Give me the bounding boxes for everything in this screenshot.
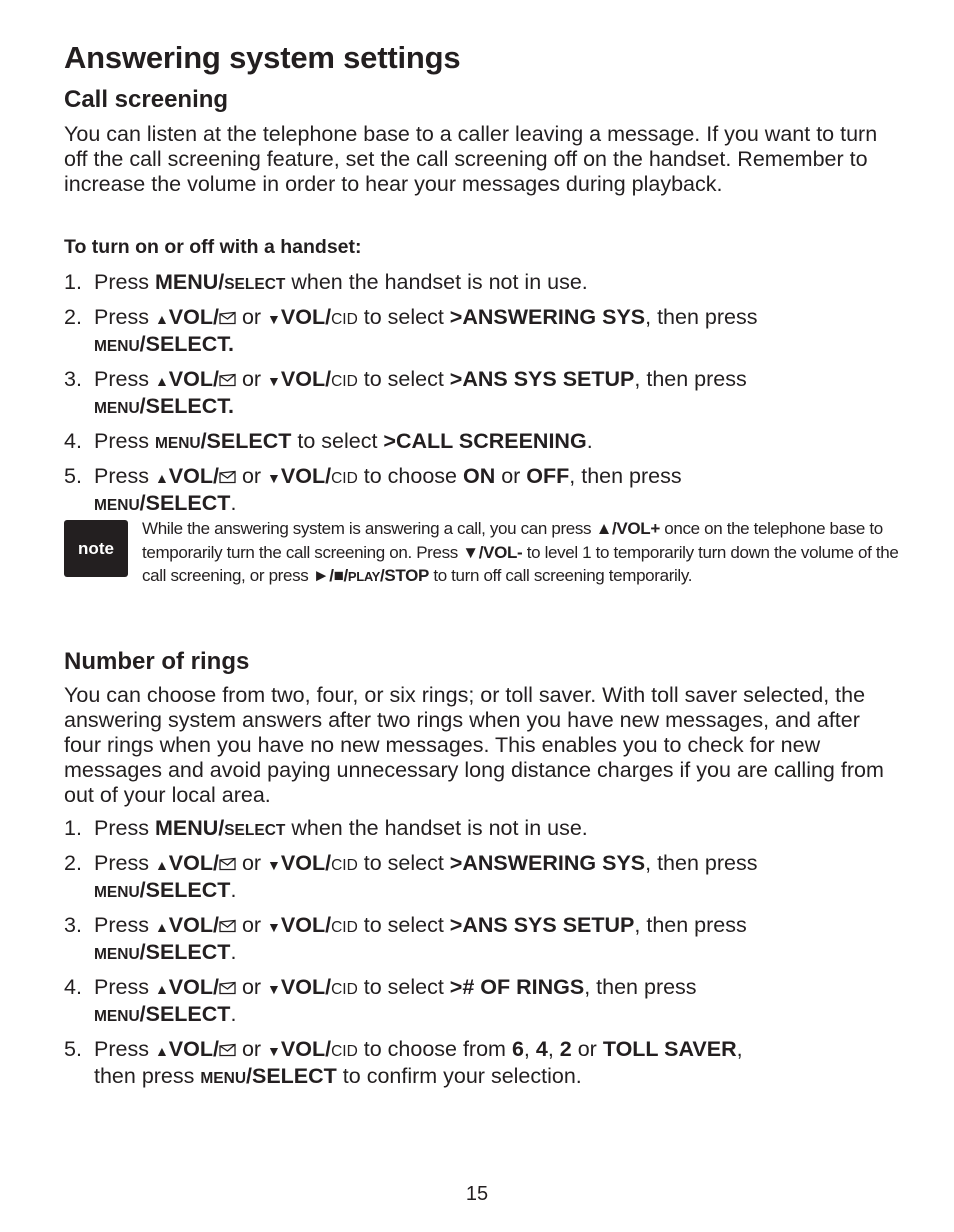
note-label: note <box>64 520 128 577</box>
list-item: 2. Press ▲VOL/ or ▼VOL/CID to select >ANSWERING SYS, then press MENU/SELECT. <box>64 851 758 902</box>
handset-subheading: To turn on or off with a handset: <box>64 236 362 258</box>
call-screening-intro: You can listen at the telephone base to a caller leaving a message. If you want to turn off the call screening feature, set the call screening off on the handset. Remember to increase the volume in order to hear your messages during playback. <box>64 122 878 196</box>
envelope-icon <box>219 919 236 933</box>
number-of-rings-steps <box>64 816 904 1091</box>
section-heading-number-of-rings: Number of rings <box>64 648 250 675</box>
page-title: Answering system settings <box>64 40 461 75</box>
list-item: 5. Press ▲VOL/ or ▼VOL/CID to choose from 6, 4, 2 or TOLL SAVER, then press MENU/SELECT to confirm your selection. <box>64 1037 743 1088</box>
note-text: While the answering system is answering a call, you can press ▲/VOL+ once on the telephone base to temporarily turn the call screening on. Press ▼/VOL- to level 1 to temporarily turn down the volume of the call screening, or press ►/■/PLAY/STOP to turn off call screening temporarily. <box>142 519 899 585</box>
list-item: 1. Press MENU/SELECT when the handset is not in use. <box>64 270 588 294</box>
list-item: 2. Press ▲VOL/ or ▼VOL/CID to select >ANSWERING SYS, then press MENU/SELECT. <box>64 305 758 356</box>
play-stop-icon: ►/■/ <box>312 566 348 585</box>
list-item: 3. Press ▲VOL/ or ▼VOL/CID to select >ANS SYS SETUP, then press MENU/SELECT. <box>64 913 747 964</box>
envelope-icon <box>219 1043 236 1057</box>
list-item: 4. Press ▲VOL/ or ▼VOL/CID to select ># OF RINGS, then press MENU/SELECT. <box>64 975 697 1026</box>
section-heading-call-screening: Call screening <box>64 86 229 113</box>
list-item: 5. Press ▲VOL/ or ▼VOL/CID to choose ON or OFF, then press MENU/SELECT. <box>64 464 682 515</box>
envelope-icon <box>219 311 236 325</box>
call-screening-steps <box>64 270 904 518</box>
envelope-icon <box>219 981 236 995</box>
list-item: 1. Press MENU/SELECT when the handset is not in use. <box>64 816 588 840</box>
envelope-icon <box>219 857 236 871</box>
list-item: 3. Press ▲VOL/ or ▼VOL/CID to select >ANS SYS SETUP, then press MENU/SELECT. <box>64 367 747 418</box>
envelope-icon <box>219 470 236 484</box>
number-of-rings-intro: You can choose from two, four, or six rings; or toll saver. With toll saver selected, the answering system answers after two rings when you have new messages, and after four rings when you have no new messages. This enables you to check for new messages and avoid paying unnecessary long distance charges if you are calling from out of your local area. <box>64 683 884 807</box>
page-number: 15 <box>465 1183 489 1205</box>
list-item: 4. Press MENU/SELECT to select >CALL SCREENING. <box>64 429 593 453</box>
envelope-icon <box>219 373 236 387</box>
